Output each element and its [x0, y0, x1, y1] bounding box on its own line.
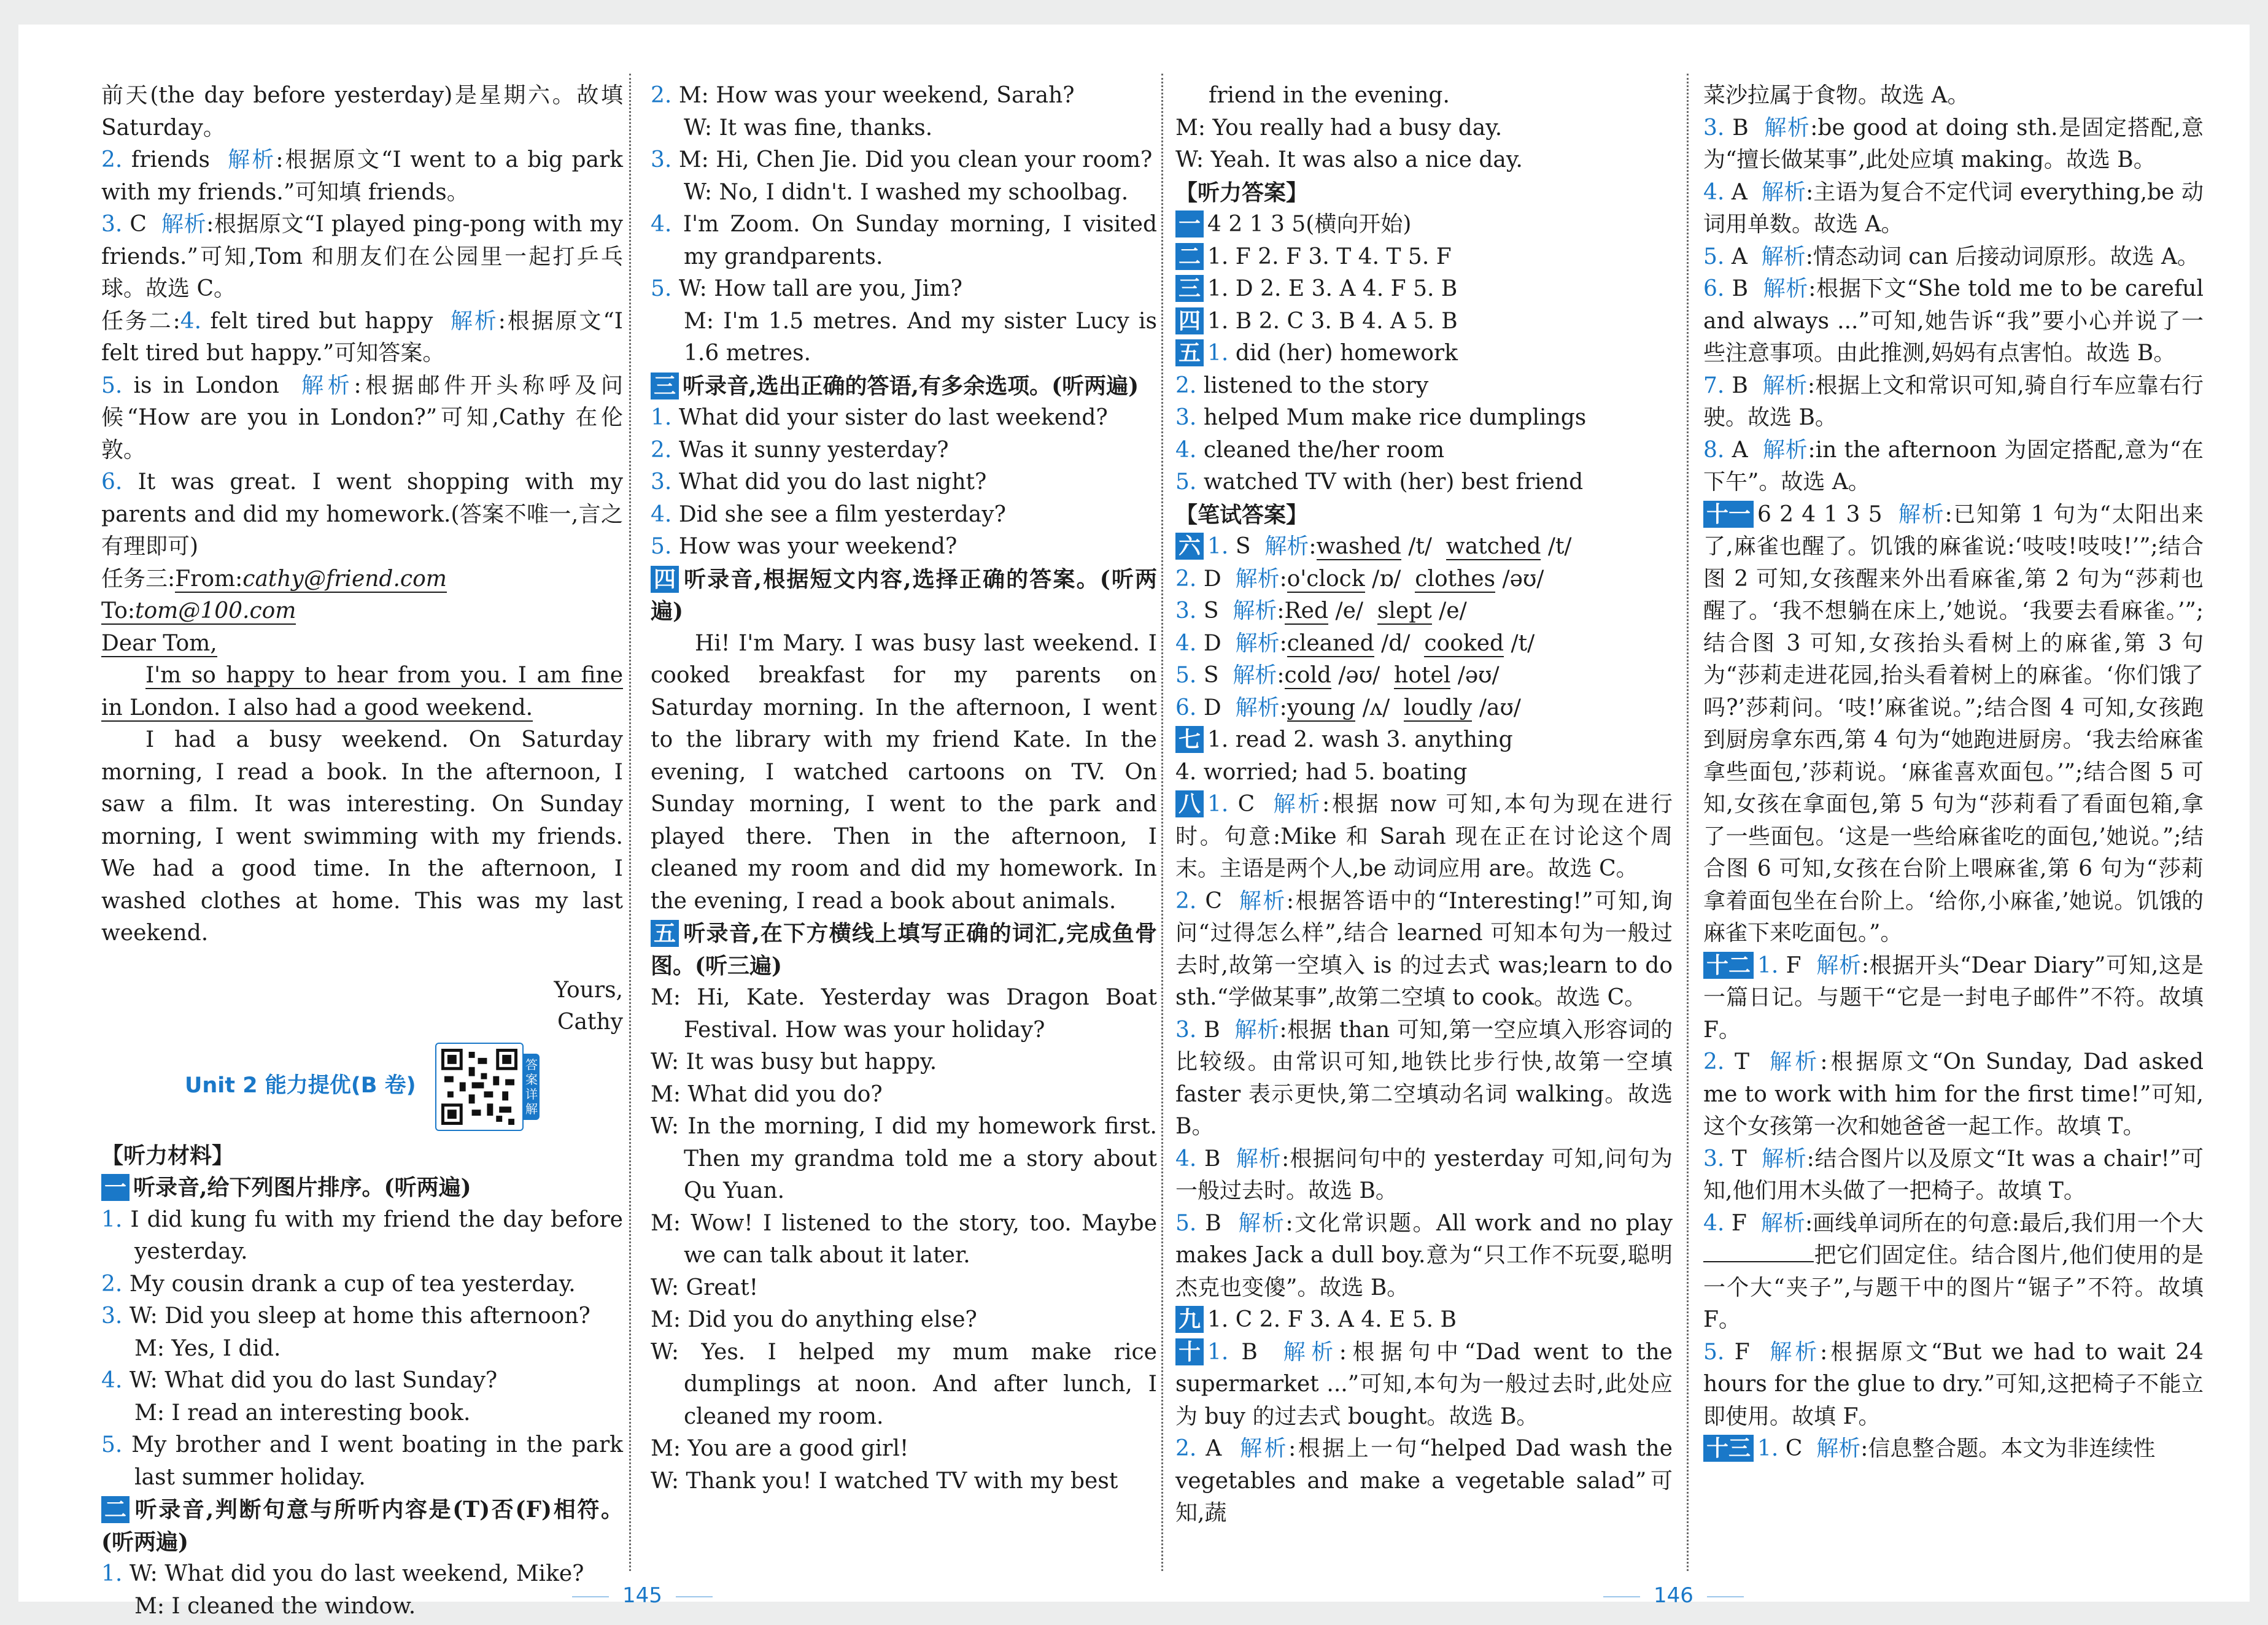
answer-item: 4. F 解析:画线单词所在的句意:最后,我们用一个大把它们固定住。结合图片,他们使用的是一个大“夹子”,与题干中的图片“锯子”不符。故填 F。: [1703, 1210, 2204, 1332]
list-item: 1. I did kung fu with my friend the day before yesterday.: [101, 1206, 623, 1264]
answer-row: 二 1. F 2. F 3. T 4. T 5. F: [1175, 241, 1673, 274]
list-item-reply: M: I cleaned the window.: [134, 1593, 416, 1619]
answer-row: 五 1. did (her) homework: [1175, 338, 1673, 370]
page-number-right: 146: [1590, 1583, 1757, 1608]
email-greeting: Dear Tom,: [101, 630, 217, 656]
answer-row: 三 1. D 2. E 3. A 4. F 5. B: [1175, 273, 1673, 306]
column-divider: [1161, 74, 1163, 1571]
fill-blank: [1703, 1261, 1814, 1262]
answer-row: 3. helped Mum make rice dumplings: [1175, 405, 1587, 430]
answer-item: 十二 1. F 解析:根据开头“Dear Diary”可知,这是一篇日记。与题干“它是一封电子邮件”不符。故填 F。: [1703, 952, 2204, 1043]
answer-item: 任务二:4. felt tired but happy 解析:根据原文“I felt tired but happy.”可知答案。: [101, 308, 623, 366]
answer-item: 7. B 解析:根据上文和常识可知,骑自行车应靠右行驶。故选 B。: [1703, 372, 2204, 430]
column-3: [1175, 80, 1673, 1530]
answer-item: 3. B 解析:根据 than 可知,第一空应填入形容词的比较级。由常识可知,地铁比步行快,故第一空填 faster 表示更快,第二空填动名词 walking。故选 B。: [1175, 1017, 1673, 1139]
section-heading: 【听力材料】: [101, 1142, 234, 1168]
section-5-title: 五 听录音,在下方横线上填写正确的词汇,完成鱼骨图。(听三遍): [651, 921, 1157, 979]
answer-row: 2. listened to the story: [1175, 372, 1429, 398]
answer-text: 菜沙拉属于食物。故选 A。: [1703, 83, 1970, 108]
phonics-row: 2. D 解析:o'clock /ɒ/ clothes /əʊ/: [1175, 566, 1544, 592]
phonics-row: 3. S 解析:Red /e/ slept /e/: [1175, 598, 1467, 623]
answer-row: 四 1. B 2. C 3. B 4. A 5. B: [1175, 306, 1673, 338]
dialogue-line: W: It was busy but happy.: [651, 1049, 937, 1075]
list-item-reply: W: No, I didn't. I washed my schoolbag.: [684, 179, 1129, 205]
dialogue-line: M: Hi, Kate. Yesterday was Dragon Boat Festival. How was your holiday?: [651, 985, 1157, 1043]
list-item: 4. I'm Zoom. On Sunday morning, I visited my grandparents.: [651, 212, 1157, 269]
answer-row: 一 4 2 1 3 5(横向开始): [1175, 209, 1673, 241]
answer-item: 2. T 解析:根据原文“On Sunday, Dad asked me to work with him for the first time!”可知,这个女孩第一次和她爸爸一起工作。故填 T。: [1703, 1049, 2204, 1139]
qr-code-icon: [441, 1049, 517, 1125]
dialogue-line: M: Did you do anything else?: [651, 1307, 977, 1332]
answer-item: 5. B 解析:文化常识题。All work and no play makes Jack a dull boy.意为“只工作不玩耍,聪明杰克也变傻”。故选 B。: [1175, 1210, 1673, 1300]
answer-item: 6. B 解析:根据下文“She told me to be careful and always ...”可知,她告诉“我”要小心并说了一些注意事项。由此推测,妈妈有点害怕。故选 B。: [1703, 276, 2204, 366]
list-item-reply: W: It was fine, thanks.: [684, 115, 933, 141]
column-4: [1703, 80, 2204, 1465]
email-underlined-answer: I'm so happy to hear from you. I am fine in London. I also had a good weekend.: [101, 663, 623, 720]
answer-item: 八 1. C 解析:根据 now 可知,本句为现在进行时。句意:Mike 和 Sarah 现在正在讨论这个周末。主语是两个人,be 动词应用 are。故选 C。: [1175, 791, 1673, 881]
list-item: 3. What did you do last night?: [651, 469, 987, 495]
answer-row: 4. worried; had 5. boating: [1175, 759, 1468, 785]
unit-heading: [101, 1043, 623, 1131]
answer-item: 3. T 解析:结合图片以及原文“It was a chair!”可知,他们用木头做了一把椅子。故填 T。: [1703, 1146, 2204, 1203]
list-item-reply: M: I'm 1.5 metres. And my sister Lucy is 1.6 metres.: [684, 308, 1157, 366]
list-item: 3. W: Did you sleep at home this afternoon?: [101, 1303, 590, 1329]
answer-item: 5. A 解析:情态动词 can 后接动词原形。故选 A。: [1703, 244, 2199, 269]
answer-text: 前天(the day before yesterday)是星期六。故填 Saturday。: [101, 83, 623, 141]
answer-item: 2. friends 解析:根据原文“I went to a big park with my friends.”可知填 friends。: [101, 147, 623, 205]
column-1: [101, 80, 623, 1623]
phonics-row: 4. D 解析:cleaned /d/ cooked /t/: [1175, 630, 1535, 656]
list-item: 5. How was your weekend?: [651, 534, 958, 559]
section-heading: 【听力答案】: [1175, 179, 1309, 206]
answer-item: 十 1. B 解析:根据句中“Dad went to the supermarket ...”可知,本句为一般过去时,此处应为 buy 的过去式 bought。故选 B。: [1175, 1338, 1673, 1429]
section-4-title: 四 听录音,根据短文内容,选择正确的答案。(听两遍): [651, 566, 1157, 624]
qr-label[interactable]: 答案详解: [524, 1054, 540, 1120]
list-item: 3. M: Hi, Chen Jie. Did you clean your room?: [651, 147, 1153, 172]
column-divider: [629, 74, 631, 1571]
list-item-reply: M: Yes, I did.: [134, 1335, 281, 1361]
list-item: 1. What did your sister do last weekend?: [651, 405, 1108, 430]
dialogue-line: W: Yeah. It was also a nice day.: [1175, 147, 1523, 172]
qr-code[interactable]: [435, 1043, 524, 1131]
list-item: 4. Did she see a film yesterday?: [651, 501, 1006, 527]
answer-sheet: [18, 25, 2250, 1619]
list-item: 5. My brother and I went boating in the park last summer holiday.: [101, 1432, 623, 1490]
section-heading: 【笔试答案】: [1175, 501, 1309, 528]
phonics-row: 6. D 解析:young /ʌ/ loudly /aʊ/: [1175, 695, 1521, 720]
answer-item: 十一 6 2 4 1 3 5 解析:已知第 1 句为“太阳出来了,麻雀也醒了。饥饿的麻雀说:‘吱吱!吱吱!’”;结合图 2 可知,女孩醒来外出看麻雀,第 2 句为“莎莉也醒了。‘我不想躺在床上,’她说。‘我要去看麻雀。’”;结合图 3 可知,女孩抬头看树上的麻雀,第 3 句为“莎莉走进花园,抬头看着树上的麻雀。‘你们饿了吗?’莎莉问。‘吱!’麻雀说。”;结合图 4 可知,女孩跑到厨房拿东西,第 4 句为“她跑进厨房。‘我去给麻雀拿些面包,’莎莉说。‘麻雀喜欢面包。’”;结合图 5 可知,女孩在拿面包,第 5 句为“莎莉看了看面包箱,拿了一些面包。‘这是一些给麻雀吃的面包,’她说。”;结合图 6 可知,女孩在台阶上喂麻雀,第 6 句为“莎莉拿着面包坐在台阶上。‘给你,小麻雀,’她说。饥饿的麻雀下来吃面包。”。: [1703, 501, 2204, 946]
email-body: I had a busy weekend. On Saturday morning, I read a book. In the afternoon, I saw a film. It was interesting. On Sunday morning, I went swimming with my friends. We had a good time. In the afternoon, I washed clothes at home. This was my last weekend.: [101, 727, 623, 946]
list-item: 1. W: What did you do last weekend, Mike?: [101, 1561, 584, 1586]
answer-item: 3. B 解析:be good at doing sth.是固定搭配,意为“擅长做某事”,此处应填 making。故选 B。: [1703, 115, 2204, 172]
answer-row: 4. cleaned the/her room: [1175, 437, 1445, 463]
dialogue-line: M: What did you do?: [651, 1081, 883, 1107]
section-3-title: 三 听录音,选出正确的答语,有多余选项。(听两遍): [651, 370, 1157, 403]
answer-item: 5. F 解析:根据原文“But we had to wait 24 hours for the glue to dry.”可知,这把椅子不能立即使用。故填 F。: [1703, 1339, 2204, 1429]
column-divider: [1687, 74, 1689, 1571]
dialogue-line: M: Wow! I listened to the story, too. Maybe we can talk about it later.: [651, 1210, 1157, 1268]
email-to: To:tom@100.com: [101, 598, 296, 623]
answer-item: 4. A 解析:主语为复合不定代词 everything,be 动词用单数。故选 A。: [1703, 179, 2204, 237]
phonics-row: 六 1. S 解析:washed /t/ watched /t/: [1175, 531, 1673, 563]
dialogue-line: M: You are a good girl!: [651, 1436, 909, 1461]
page-number-left: 145: [559, 1583, 726, 1608]
answer-item: 4. B 解析:根据问句中的 yesterday 可知,问句为一般过去时。故选 B。: [1175, 1146, 1673, 1203]
dialogue-line: W: Thank you! I watched TV with my best: [651, 1468, 1118, 1494]
list-item: 4. W: What did you do last Sunday?: [101, 1368, 498, 1393]
section-1-title: 一 听录音,给下列图片排序。(听两遍): [101, 1171, 623, 1204]
dialogue-line: W: Yes. I helped my mum make rice dumplings at noon. And after lunch, I cleaned my room.: [651, 1339, 1157, 1429]
answer-item: 6. It was great. I went shopping with my parents and did my homework.(答案不唯一,言之有理即可): [101, 469, 623, 559]
list-item: 2. Was it sunny yesterday?: [651, 437, 949, 463]
answer-item: 2. C 解析:根据答语中的“Interesting!”可知,询问“过得怎么样”,结合 learned 可知本句为一般过去时,故第一空填入 is 的过去式 was;learn to do sth.“学做某事”,故第二空填 to cook。故选 C。: [1175, 888, 1673, 1010]
listening-passage: Hi! I'm Mary. I was busy last weekend. I cooked breakfast for my parents on Saturday morning. In the afternoon, I went to the library with my friend Kate. In the evening, I watched cartoons on TV. On Sunday morning, I went to the park and played there. Then in the afternoon, I cleaned my room and did my homework. In the evening, I read a book about animals.: [651, 630, 1157, 914]
dialogue-line: friend in the evening.: [1209, 83, 1450, 108]
email-from: 任务三:From:cathy@friend.com: [101, 566, 447, 592]
email-signature: Cathy: [557, 1009, 623, 1035]
answer-item: 2. A 解析:根据上一句“helped Dad wash the vegetables and make a vegetable salad”可知,蔬: [1175, 1436, 1673, 1526]
column-2: [651, 80, 1157, 1497]
unit-title: Unit 2 能力提优(B 卷): [184, 1073, 416, 1098]
answer-row: 七 1. read 2. wash 3. anything: [1175, 724, 1673, 757]
answer-row: 九 1. C 2. F 3. A 4. E 5. B: [1175, 1304, 1673, 1337]
dialogue-line: W: Great!: [651, 1275, 759, 1300]
phonics-row: 5. S 解析:cold /əʊ/ hotel /əʊ/: [1175, 663, 1500, 688]
list-item: 2. My cousin drank a cup of tea yesterday.: [101, 1271, 576, 1297]
section-2-title: 二 听录音,判断句意与所听内容是(T)否(F)相符。(听两遍): [101, 1497, 623, 1555]
answer-item: 3. C 解析:根据原文“I played ping-pong with my friends.”可知,Tom 和朋友们在公园里一起打乒乓球。故选 C。: [101, 212, 623, 301]
list-item: 2. M: How was your weekend, Sarah?: [651, 83, 1075, 108]
answer-row: 5. watched TV with (her) best friend: [1175, 469, 1584, 495]
answer-item: 8. A 解析:in the afternoon 为固定搭配,意为“在下午”。故选 A。: [1703, 437, 2204, 495]
dialogue-line: W: In the morning, I did my homework first. Then my grandma told me a story about Qu Yuan.: [651, 1114, 1157, 1203]
dialogue-line: M: You really had a busy day.: [1175, 115, 1503, 141]
answer-item: 5. is in London 解析:根据邮件开头称呼及问候“How are you in London?”可知,Cathy 在伦敦。: [101, 372, 623, 463]
list-item-reply: M: I read an interesting book.: [134, 1400, 471, 1426]
answer-item: 十三 1. C 解析:信息整合题。本文为非连续性: [1703, 1433, 2204, 1465]
email-closing: Yours,: [554, 977, 623, 1003]
list-item: 5. W: How tall are you, Jim?: [651, 276, 962, 301]
